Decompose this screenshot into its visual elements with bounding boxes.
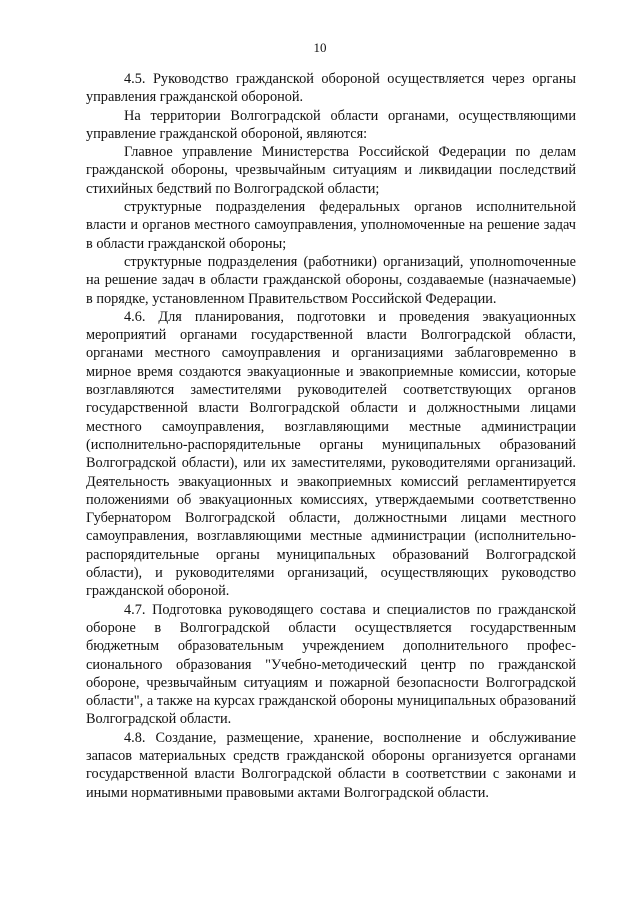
paragraph-4-8: 4.8. Создание, размещение, хранение, восполнение и обслуживание запасов материальных средств гражданской обороны организуется органами государственной власти Волгоградской области в соответствии с законами и иными нормативными правовыми актами Волгоградской области. <box>86 729 576 801</box>
paragraph-4-5: 4.5. Руководство гражданской обороной осуществляется через органы управления гражданской обороной. <box>86 71 576 106</box>
paragraph-governing-bodies-intro: На территории Волгоградской области органами, осуществляющими управление гражданской обороной, являются: <box>86 107 576 142</box>
paragraph-main-directorate: Главное управление Министерства Российской Федерации по делам гражданской обороны, чрезвычайным ситуациям и ликвидации последствий стихийных бедствий по Волгоградской области; <box>86 144 576 197</box>
paragraph-4-6: 4.6. Для планирования, подготовки и проведения эвакуационных мероприятий органами государственной власти Волгоградской области, органами местного самоуправления и организациями заблаговременно в мирное время создаются эвакуационные и эвакоприемные комиссии, которые возглавляются заместителями руководителей соответствующих органов государственной власти Волгоградской области и должностными лицами местного самоуправления, возглавляющими местные администрации (исполнительно-распорядительные органы муниципальных образований Волгоградской области), или их заместителями, руководителями организаций. Деятельность эвакуационных и эвакоприемных комиссий регламентируется положениями об эвакуационных комиссиях, утверждаемыми соответственно Губернатором Волгоградской области, должностными лицами местного самоуправления, возглавляющими местные администрации (исполнительно-распорядительные органы муниципальных образований Волгоградской области), и руководителями организаций, осуществляющих руководство гражданской обороной. <box>86 308 576 600</box>
paragraph-structural-divisions: структурные подразделения федеральных органов исполнительной власти и органов местного самоуправления, уполномоченные на решение задач в области гражданской обороны; <box>86 199 576 252</box>
page-number: 10 <box>313 40 327 55</box>
paragraph-organization-divisions: структурные подразделения (работники) организаций, уполноmоченные на решение задач в области гражданской обороны, создаваемые (назначаемые) в порядке, установленном Правительством Российской Федерации. <box>86 253 576 307</box>
paragraph-4-7: 4.7. Подготовка руководящего состава и специалистов по гражданской обороне в Волгоградской области осуществляется государственным бюджетным образовательным учреждением дополнительного профессионального образования "Учебно-методический центр по гражданской обороне, чрезвычайным ситуациям и пожарной безопасности Волгоградской области", а также на курсах гражданской обороны муниципальных образований Волгоградской области. <box>86 601 576 728</box>
document-body <box>86 70 576 802</box>
